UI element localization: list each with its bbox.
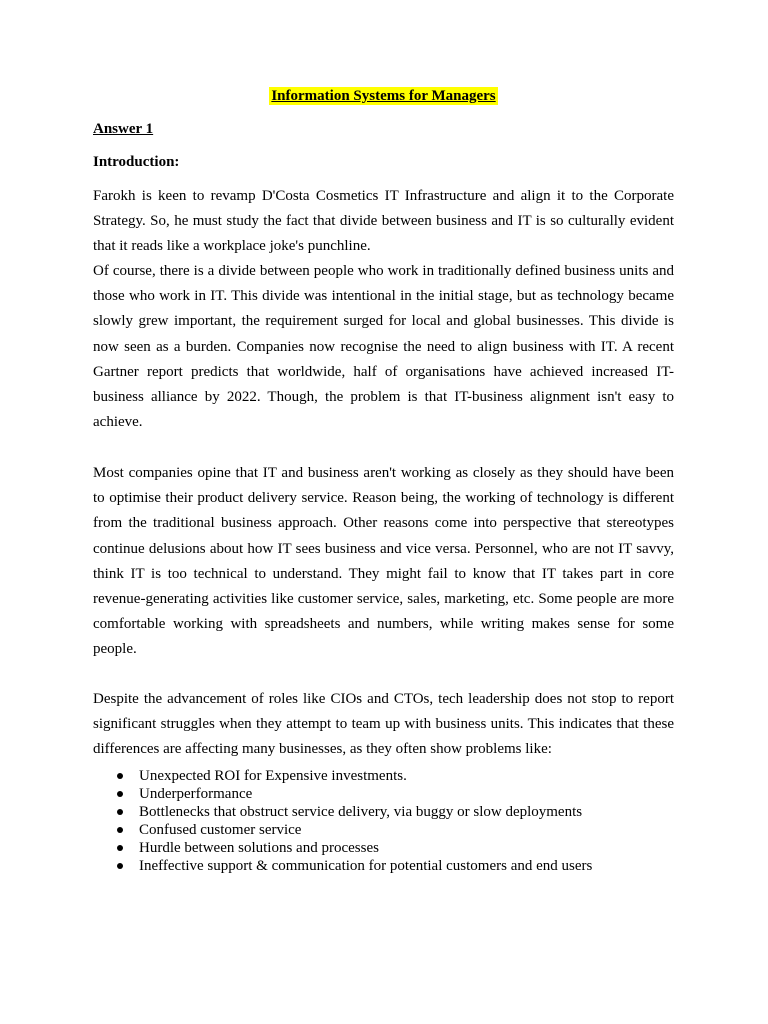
list-item-text: Underperformance bbox=[139, 786, 253, 802]
bullet-icon bbox=[117, 809, 123, 815]
list-item bbox=[93, 839, 674, 857]
bullet-icon bbox=[117, 773, 123, 779]
list-item-text: Hurdle between solutions and processes bbox=[139, 840, 379, 856]
paragraph-3: Most companies opine that IT and business aren't working as closely as they should have been to optimise their product delivery service. Reason being, the working of technology is different from the traditional business approach. Other reasons come into perspective that stereotypes continue delusions about how IT sees business and vice versa. Personnel, who are not IT savvy, think IT is too technical to understand. They might fail to know that IT takes part in core revenue-generating activities like customer service, sales, marketing, etc. Some people are more comfortable working with spreadsheets and numbers, while writing makes sense for some people. bbox=[93, 465, 674, 658]
bullet-icon bbox=[117, 845, 123, 851]
bullet-icon bbox=[117, 827, 123, 833]
list-item bbox=[93, 857, 674, 875]
list-item-text: Confused customer service bbox=[139, 822, 302, 838]
paragraph-4: Despite the advancement of roles like CIOs and CTOs, tech leadership does not stop to report significant struggles when they attempt to team up with business units. This indicates that these differences are affecting many businesses, as they often show problems like: bbox=[93, 691, 674, 758]
list-item-text: Ineffective support & communication for potential customers and end users bbox=[139, 858, 593, 874]
bullet-icon bbox=[117, 863, 123, 869]
list-item bbox=[93, 785, 674, 803]
bullet-icon bbox=[117, 791, 123, 797]
paragraph-2: Of course, there is a divide between people who work in traditionally defined business units and those who work in IT. This divide was intentional in the initial stage, but as technology became slowly grew important, the requirement surged for local and global businesses. This divide is now seen as a burden. Companies now recognise the need to align business with IT. A recent Gartner report predicts that worldwide, half of organisations have achieved increased IT-business alliance by 2022. Though, the problem is that IT-business alignment isn't easy to achieve. bbox=[93, 263, 674, 431]
list-item bbox=[93, 803, 674, 821]
problems-list bbox=[93, 767, 674, 875]
list-item-text: Unexpected ROI for Expensive investments. bbox=[139, 768, 407, 784]
section-heading: Introduction: bbox=[93, 154, 180, 170]
paragraph-1: Farokh is keen to revamp D'Costa Cosmetics IT Infrastructure and align it to the Corporate Strategy. So, he must study the fact that divide between business and IT is so culturally evident that it reads like a workplace joke's punchline. bbox=[93, 188, 674, 255]
list-item bbox=[93, 821, 674, 839]
list-item bbox=[93, 767, 674, 785]
title-row bbox=[93, 87, 674, 105]
answer-heading: Answer 1 bbox=[93, 121, 154, 137]
document-title: Information Systems for Managers bbox=[271, 88, 496, 104]
list-item-text: Bottlenecks that obstruct service delivery, via buggy or slow deployments bbox=[139, 804, 583, 820]
